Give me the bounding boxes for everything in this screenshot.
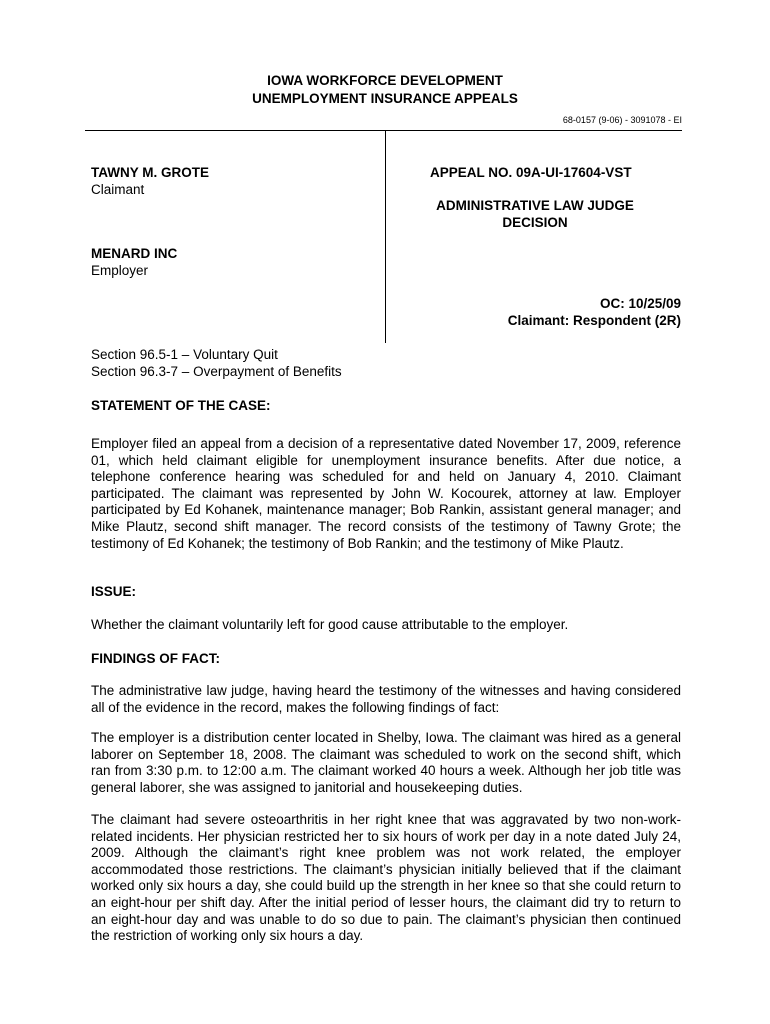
statement-paragraph: Employer filed an appeal from a decision of a representative dated November 17, 2009, reference 01, which held claimant eligible for unemployment insurance benefits. After due notice, a telephone conference hearing was scheduled for and held on January 4, 2010. Claimant participated. The claimant was represented by John W. Kocourek, attorney at law. Employer participated by Ed Kohanek, maintenance manager; Bob Rankin, assistant general manager; and Mike Plautz, second shift manager. The record consists of the testimony of Tawny Grote; the testimony of Ed Kohanek; the testimony of Bob Rankin; and the testimony of Mike Plautz. [91, 436, 681, 551]
findings-paragraph: The administrative law judge, having heard the testimony of the witnesses and having considered all of the evidence in the record, makes the following findings of fact: [91, 683, 681, 715]
findings-heading: FINDINGS OF FACT: [91, 651, 220, 666]
agency-title: IOWA WORKFORCE DEVELOPMENT [267, 73, 503, 88]
claimant-name: TAWNY M. GROTE [91, 165, 209, 180]
claimant-block [91, 164, 209, 198]
division-title: UNEMPLOYMENT INSURANCE APPEALS [252, 91, 518, 106]
decision-title-line2: DECISION [502, 215, 568, 230]
statement-heading: STATEMENT OF THE CASE: [91, 398, 271, 413]
caption-horizontal-rule [85, 130, 682, 131]
caption-vertical-rule [385, 130, 386, 343]
appeal-number: APPEAL NO. 09A-UI-17604-VST [430, 165, 632, 180]
decision-title [430, 197, 640, 231]
findings-paragraph: The employer is a distribution center located in Shelby, Iowa. The claimant was hired as a general laborer on September 18, 2008. The claimant was scheduled to work on the second shift, which ran from 3:30 p.m. to 12:00 a.m. The claimant worked 40 hours a week. Although her job title was general laborer, she was assigned to janitorial and housekeeping duties. [91, 730, 681, 795]
section-line: Section 96.5-1 – Voluntary Quit [91, 347, 278, 362]
claimant-status: Claimant: Respondent (2R) [507, 313, 681, 328]
employer-role: Employer [91, 263, 149, 278]
form-code: 68-0157 (9-06) - 3091078 - EI [562, 115, 682, 125]
oc-date: OC: 10/25/09 [599, 296, 681, 311]
issue-heading: ISSUE: [91, 584, 137, 599]
statute-sections [91, 346, 342, 380]
claimant-role: Claimant [91, 182, 145, 197]
issue-paragraph: Whether the claimant voluntarily left for good cause attributable to the employer. [91, 617, 569, 632]
section-line: Section 96.3-7 – Overpayment of Benefits [91, 364, 342, 379]
case-status-block [388, 295, 681, 329]
findings-paragraph: The claimant had severe osteoarthritis in her right knee that was aggravated by two non-work-related incidents. Her physician restricted her to six hours of work per day in a note dated July 24, 2009. Although the claimant’s right knee problem was not work related, the employer accommodated those restrictions. The claimant’s physician initially believed that if the claimant worked only six hours a day, she could build up the strength in her knee so that she could return to an eight-hour per shift day. After the initial period of lesser hours, the claimant did try to return to an eight-hour day and was unable to do so due to pain. The claimant’s physician then continued the restriction of working only six hours a day. [91, 812, 681, 944]
employer-block [91, 245, 177, 279]
employer-name: MENARD INC [91, 246, 178, 261]
decision-title-line1: ADMINISTRATIVE LAW JUDGE [436, 198, 634, 213]
